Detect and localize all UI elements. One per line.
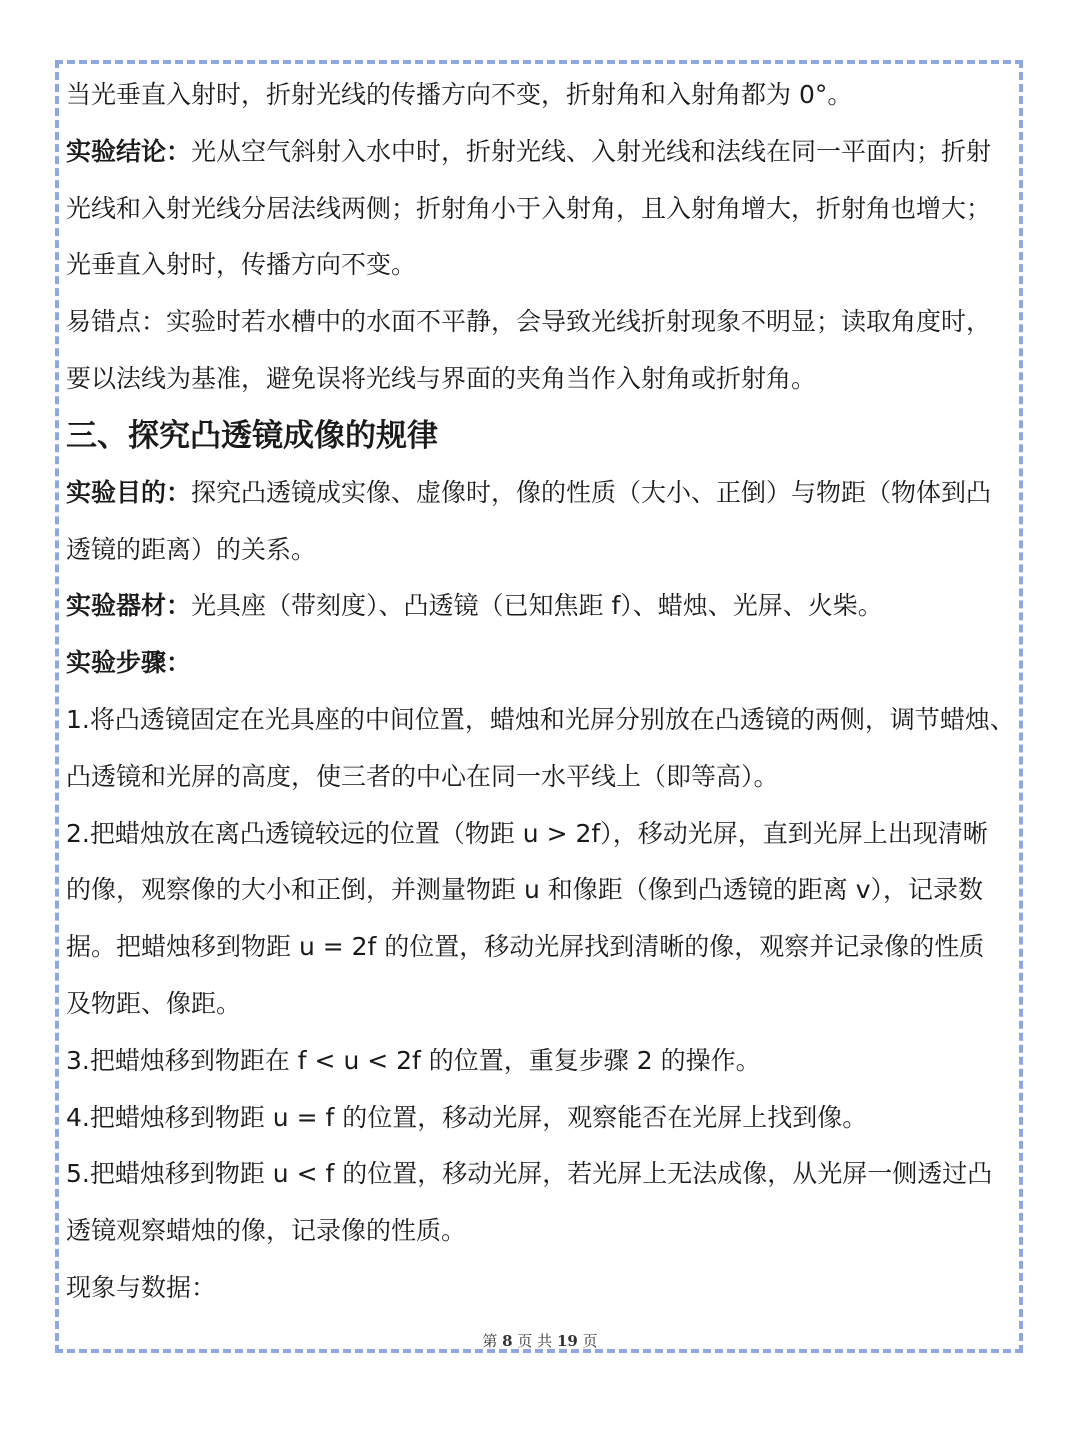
text-line: 当光垂直入射时，折射光线的传播方向不变，折射角和入射角都为 0°。 [66,80,853,109]
steps-label: 实验步骤： [66,648,192,678]
text-line: 及物距、像距。 [66,988,242,1018]
text-line: 透镜观察蜡烛的像，记录像的性质。 [66,1216,467,1246]
text-line: 据。把蜡烛移到物距 u = 2f 的位置，移动光屏找到清晰的像，观察并记录像的性质 [66,932,985,962]
current-page: 8 [502,1332,513,1350]
text-line: 光垂直入射时，传播方向不变。 [66,250,417,280]
equipment-label: 实验器材： [66,591,192,621]
purpose-label: 实验目的： [66,477,192,507]
footer-pre: 第 [482,1332,498,1350]
text-line: 透镜的距离）的关系。 [66,534,317,564]
text-line: 3.把蜡烛移到物距在 f < u < 2f 的位置，重复步骤 2 的操作。 [66,1045,761,1075]
text-line: 易错点：实验时若水槽中的水面不平静，会导致光线折射现象不明显；读取角度时， [66,307,992,337]
text-line: 凸透镜和光屏的高度，使三者的中心在同一水平线上（即等高）。 [66,761,779,791]
text-line [66,635,1018,692]
text-line: 4.把蜡烛移到物距 u = f 的位置，移动光屏，观察能否在光屏上找到像。 [66,1102,868,1132]
text-line: 现象与数据： [66,1272,217,1302]
conclusion-label: 实验结论： [66,136,192,166]
page-footer [0,1330,1080,1351]
total-pages: 19 [556,1332,578,1350]
text-line: 实验结论：光从空气斜射入水中时，折射光线、入射光线和法线在同一平面内；折射 [66,136,992,166]
footer-post: 页 [582,1332,598,1350]
text-line: 光线和入射光线分居法线两侧；折射角小于入射角，且入射角增大，折射角也增大； [66,193,992,223]
text-line: 实验器材：光具座（带刻度）、凸透镜（已知焦距 f）、蜡烛、光屏、火柴。 [66,591,883,621]
document-body [66,67,1018,1317]
footer-mid: 页 共 [517,1332,553,1350]
section-heading: 三、探究凸透镜成像的规律 [66,417,438,454]
text-line: 实验目的：探究凸透镜成实像、虚像时，像的性质（大小、正倒）与物距（物体到凸 [66,477,992,507]
text-line: 要以法线为基准，避免误将光线与界面的夹角当作入射角或折射角。 [66,363,817,393]
text-line: 的像，观察像的大小和正倒，并测量物距 u 和像距（像到凸透镜的距离 v），记录数 [66,875,983,905]
text-line: 2.把蜡烛放在离凸透镜较远的位置（物距 u > 2f），移动光屏，直到光屏上出现清晰 [66,818,988,848]
text-line: 1.将凸透镜固定在光具座的中间位置，蜡烛和光屏分别放在凸透镜的两侧，调节蜡烛、 [66,704,1015,734]
text-line: 5.把蜡烛移到物距 u < f 的位置，移动光屏，若光屏上无法成像，从光屏一侧透过凸 [66,1159,993,1189]
